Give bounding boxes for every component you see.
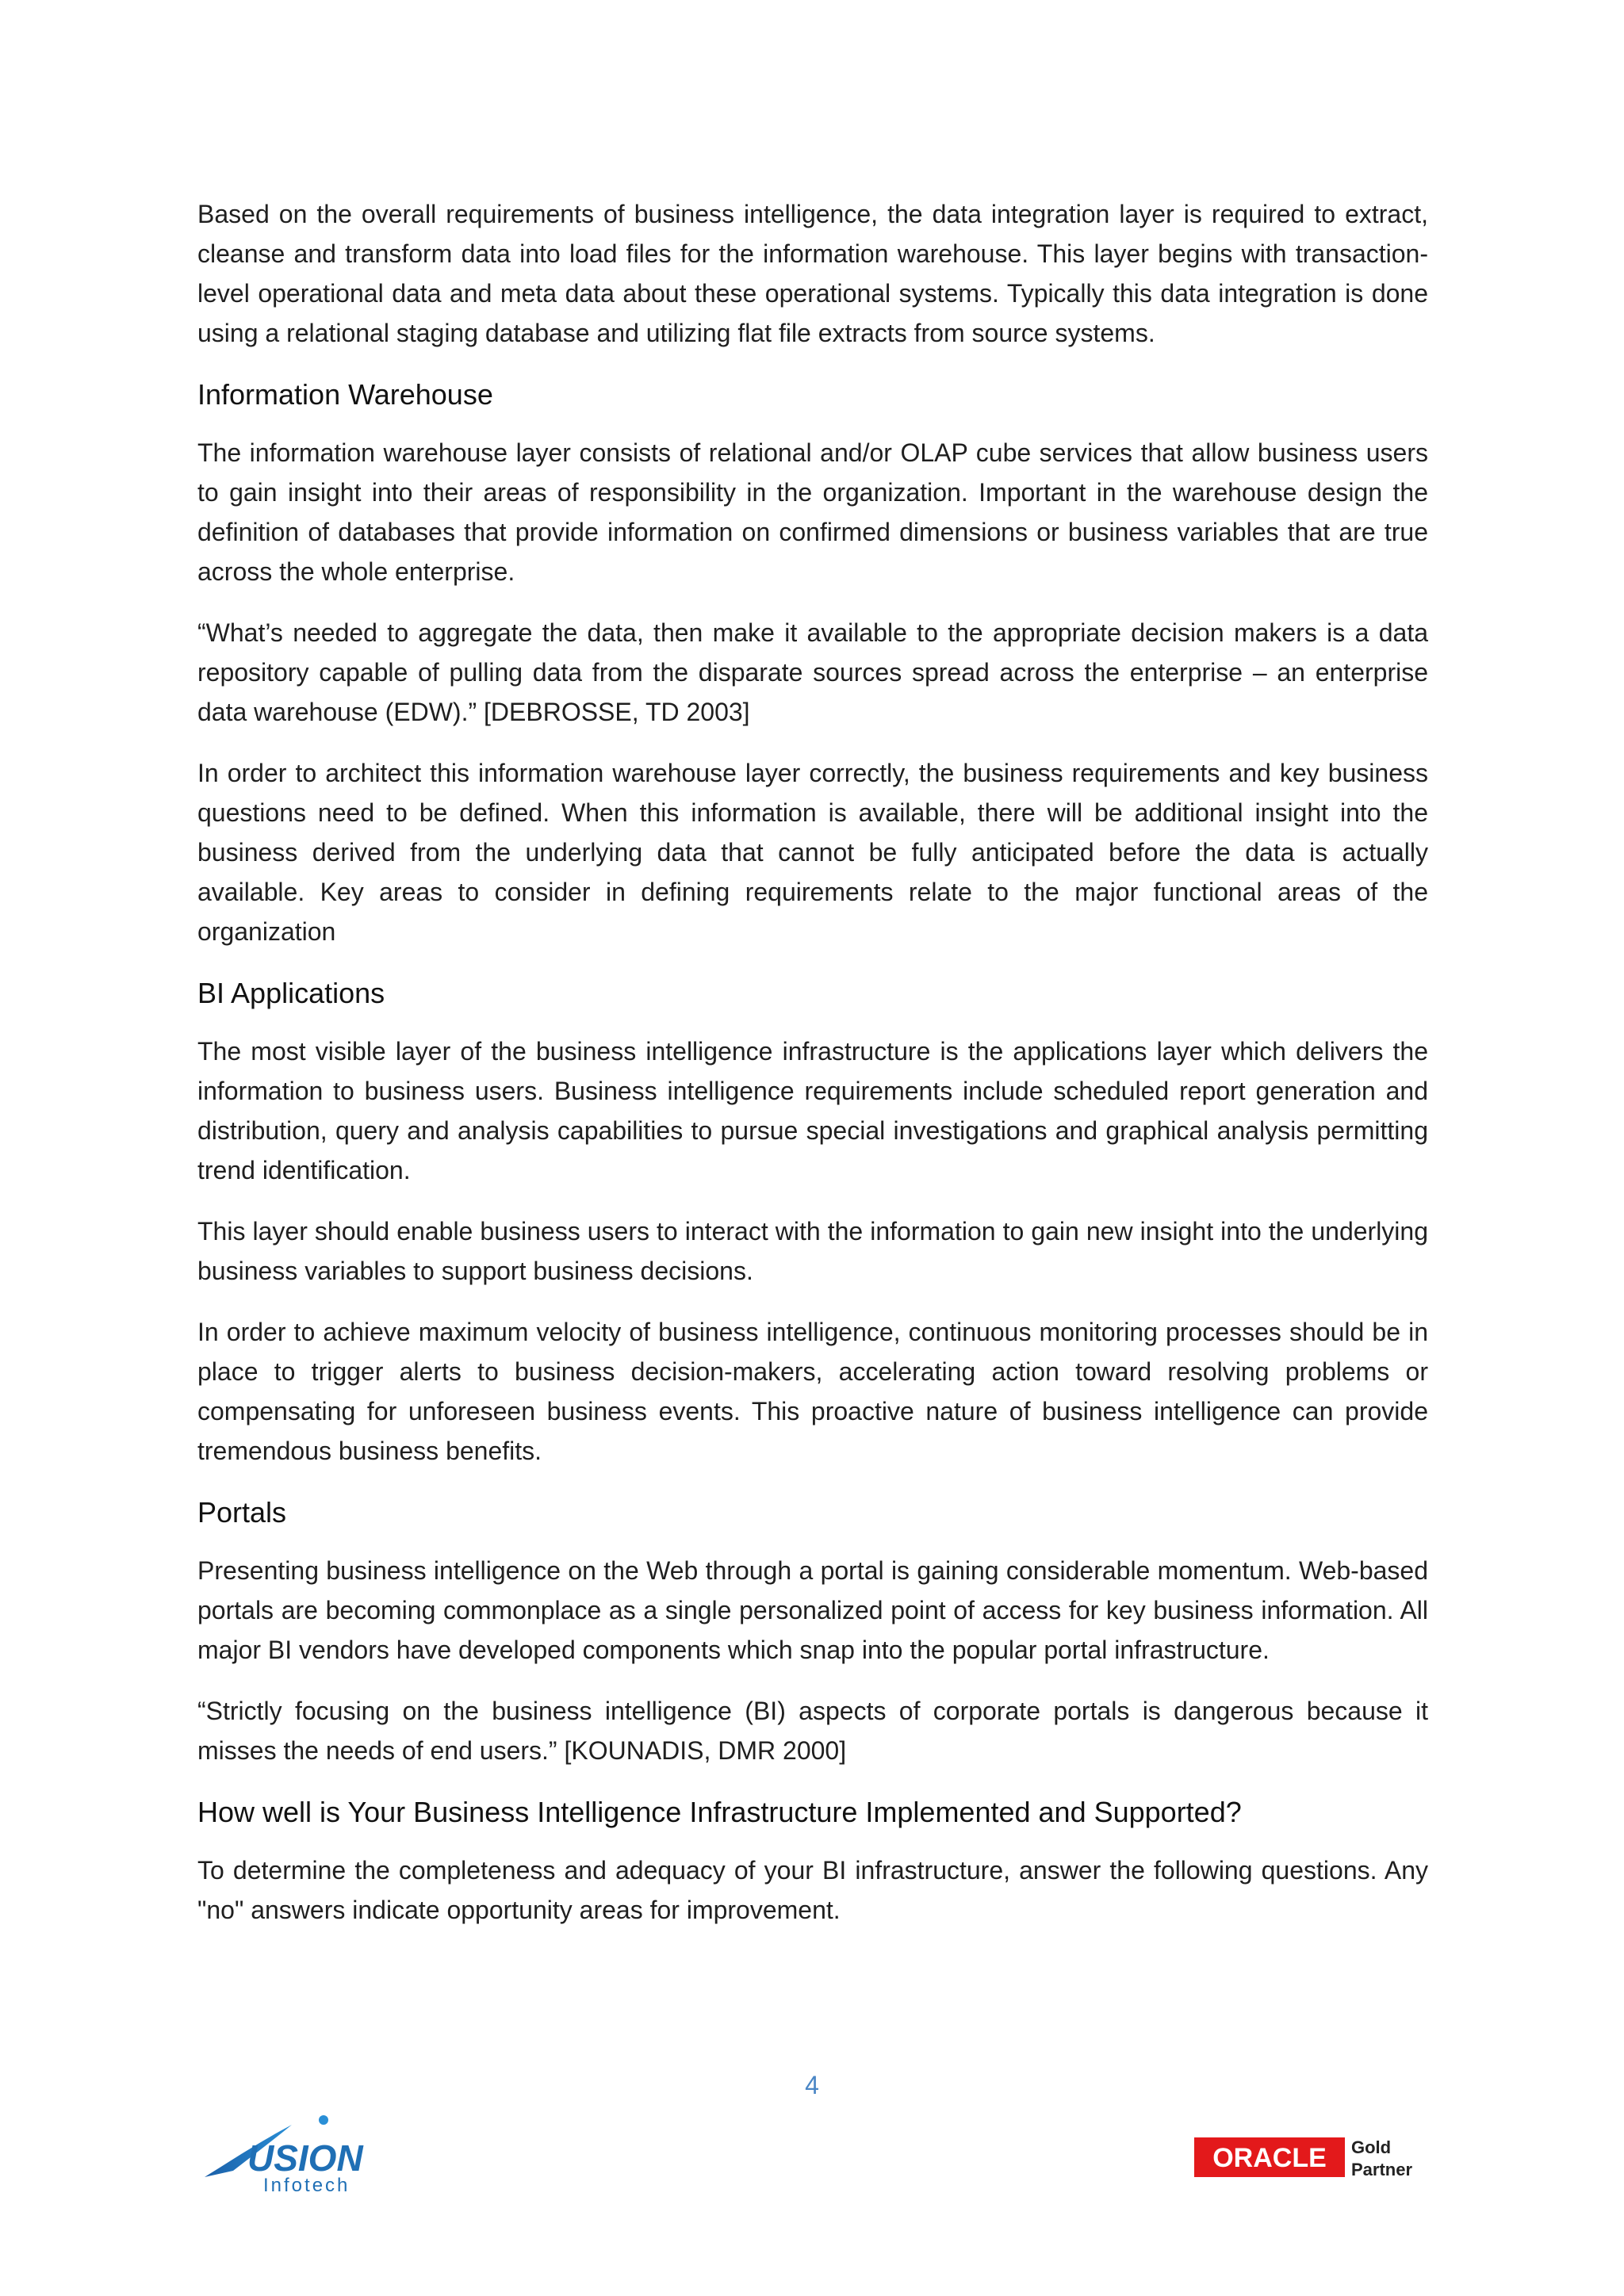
paragraph-enable-users: This layer should enable business users to interact with the information to gain new insight into the underlying business variables to support business decisions. — [197, 1217, 1428, 1285]
paragraph-architect-warehouse: In order to architect this information warehouse layer correctly, the business requirements and key business questions need to be defined. When this information is available, there will be additional insight into the business derived from the underlying data that cannot be fully anticipated before the data is actually available. Key areas to consider in defining requirements relate to the major functional areas of the organization — [197, 759, 1428, 946]
document-body — [197, 194, 1428, 1951]
paragraph-applications-layer: The most visible layer of the business intelligence infrastructure is the applications layer which delivers the information to business users. Business intelligence requirements include scheduled report generation and distribution, query and analysis capabilities to pursue special investigations and graphical analysis permitting trend identification. — [197, 1037, 1428, 1184]
paragraph-velocity: In order to achieve maximum velocity of business intelligence, continuous monitoring processes should be in place to trigger alerts to business decision-makers, accelerating action toward resolving problems or compensating for unforeseen business events. This proactive nature of business intelligence can provide tremendous business benefits. — [197, 1318, 1428, 1465]
heading-portals: Portals — [197, 1496, 287, 1529]
heading-information-warehouse: Information Warehouse — [197, 378, 493, 411]
quote-debrosse: “What’s needed to aggregate the data, then make it available to the appropriate decision makers is a data repository capable of pulling data from the disparate sources spread across the enterprise – an enterprise data warehouse (EDW).” [DEBROSSE, TD 2003] — [197, 618, 1428, 726]
heading-infrastructure-questions: How well is Your Business Intelligence Infrastructure Implemented and Supported? — [197, 1796, 1242, 1828]
paragraph-information-warehouse: The information warehouse layer consists of relational and/or OLAP cube services that allow business users to gain insight into their areas of responsibility in the organization. Important in the warehouse design the definition of databases that provide information on confirmed dimensions or business variables that are true across the whole enterprise. — [197, 438, 1428, 586]
paragraph-data-integration: Based on the overall requirements of business intelligence, the data integration layer is required to extract, cleanse and transform data into load files for the information warehouse. This layer begins with transaction-level operational data and meta data about these operational systems. Typically this data integration is done using a relational staging database and utilizing flat file extracts from source systems. — [197, 200, 1428, 347]
oracle-gold-partner-logo — [1194, 2131, 1416, 2180]
paragraph-questions-intro: To determine the completeness and adequacy of your BI infrastructure, answer the following questions. Any "no" answers indicate opportunity areas for improvement. — [197, 1856, 1428, 1924]
heading-bi-applications: BI Applications — [197, 977, 385, 1009]
infotech-wordmark: Infotech — [263, 2175, 350, 2196]
quote-kounadis: “Strictly focusing on the business intelligence (BI) aspects of corporate portals is dangerous because it misses the needs of end users.” [KOUNADIS, DMR 2000] — [197, 1697, 1428, 1765]
fusion-wordmark: USION — [247, 2137, 363, 2179]
fusion-infotech-logo — [198, 2109, 396, 2196]
fusion-dot — [319, 2115, 328, 2125]
gold-label: Gold — [1351, 2137, 1392, 2157]
page-number: 4 — [805, 2071, 819, 2099]
paragraph-portals: Presenting business intelligence on the Web through a portal is gaining considerable momentum. Web-based portals are becoming commonplace as a single personalized point of access for key business information. All major BI vendors have developed components which snap into the popular portal infrastructure. — [197, 1556, 1428, 1664]
partner-label: Partner — [1351, 2160, 1413, 2179]
oracle-wordmark: ORACLE — [1212, 2143, 1327, 2173]
